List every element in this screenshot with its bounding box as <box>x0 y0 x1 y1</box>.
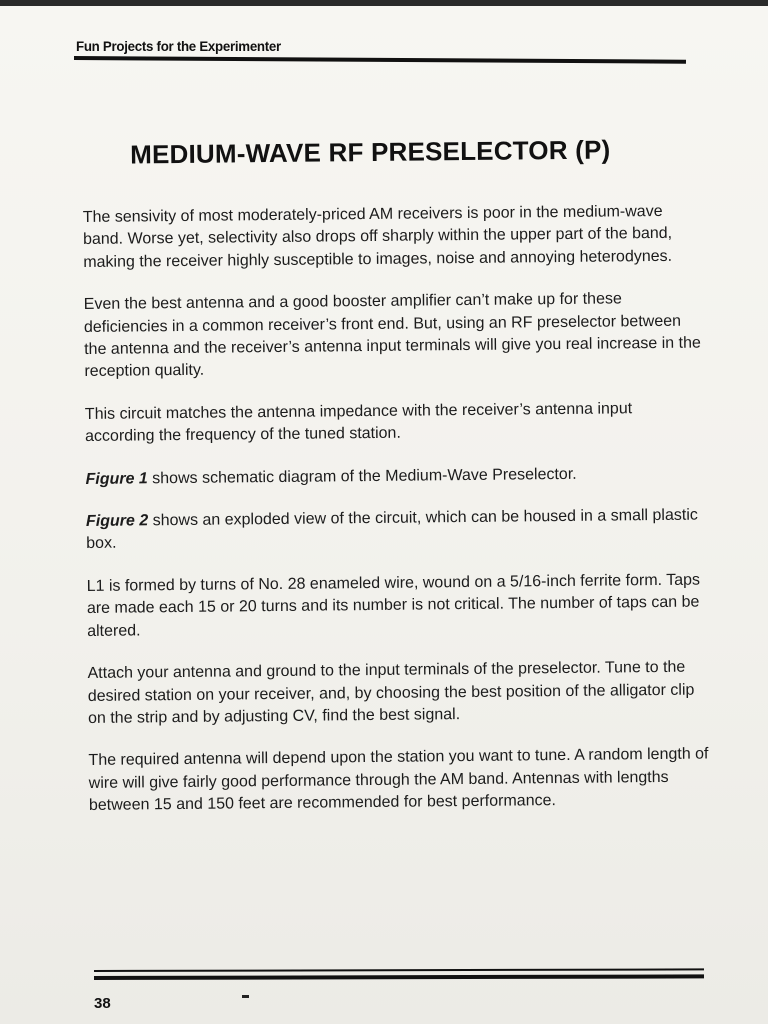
figure-1-text: shows schematic diagram of the Medium-Wave Preselector. <box>147 465 577 487</box>
header-rule <box>74 56 686 64</box>
paragraph-deficiencies: Even the best antenna and a good booster amplifier can’t make up for these deficiencies in a common receiver’s front end. But, using an RF preselector between the antenna and the receiver’s antenna input terminals will give you real increase in the reception quality. <box>83 290 701 381</box>
article-body <box>82 134 709 838</box>
running-header: Fun Projects for the Experimenter <box>76 38 281 54</box>
article-title: MEDIUM-WAVE RF PRESELECTOR (P) <box>129 134 611 170</box>
paragraph-circuit-matching: This circuit matches the antenna impedance with the receiver’s antenna input according the frequency of the tuned station. <box>84 400 633 446</box>
figure-1-reference: Figure 1 <box>85 469 148 488</box>
figure-2-reference: Figure 2 <box>85 512 149 531</box>
figure-2-text: shows an exploded view of the circuit, which can be housed in a small plastic box. <box>86 506 698 553</box>
paragraph-figure-2 <box>86 505 706 556</box>
paragraph-attach-antenna: Attach your antenna and ground to the input terminals of the preselector. Tune to the desired station on your receiver, and, by choosing the best position of the alligator clip on the strip and by adjusting CV, find the best signal. <box>87 658 695 727</box>
paragraph-intro: The sensivity of most moderately-priced AM receivers is poor in the medium-wave band. Worse yet, selectivity also drops off sharply within the upper part of the band, making the receiver highly susceptible to images, noise and annoying heterodynes. <box>82 202 673 271</box>
paragraph-coil-l1: L1 is formed by turns of No. 28 enameled wire, wound on a 5/16-inch ferrite form. Taps are made each 15 or 20 turns and its number is not critical. The number of taps can be altered. <box>86 571 701 640</box>
paragraph-figure-1 <box>85 462 705 491</box>
paragraph-antenna-length: The required antenna will depend upon the station you want to tune. A random length of wire will give fairly good performance through the AM band. Antennas with lengths between 15 and 150 feet are recommended for best performance. <box>88 745 709 815</box>
print-speck <box>242 995 249 998</box>
page-top-edge <box>0 0 768 6</box>
footer-rule-thick <box>94 974 704 980</box>
footer-rule-thin <box>94 968 704 972</box>
page-number: 38 <box>94 995 111 1012</box>
